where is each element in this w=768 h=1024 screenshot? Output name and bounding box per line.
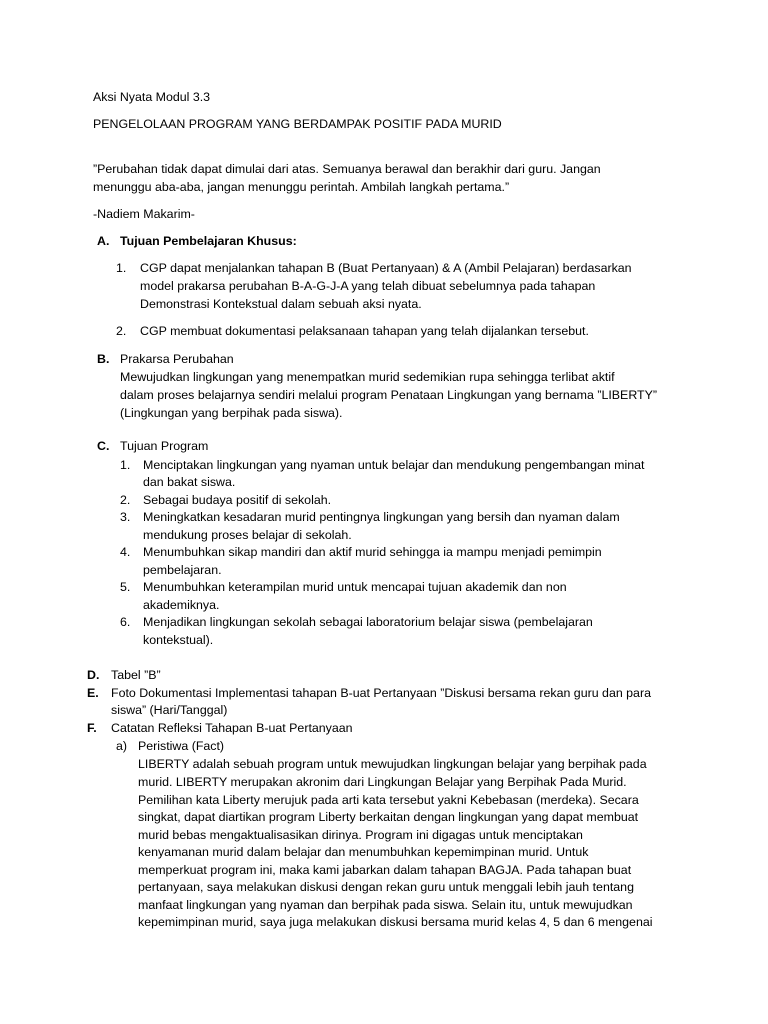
list-item-line: kontekstual). xyxy=(143,633,214,647)
section-e-line: Foto Dokumentasi Implementasi tahapan B-uat Pertanyaan ”Diskusi bersama rekan guru dan para xyxy=(111,686,651,700)
list-item-line: CGP membuat dokumentasi pelaksanaan tahapan yang telah dijalankan tersebut. xyxy=(140,324,589,338)
paragraph-line: singkat, dapat diartikan program Liberty berkaitan dengan lingkungan yang dapat membuat xyxy=(138,810,639,824)
section-b-heading: Prakarsa Perubahan xyxy=(120,352,234,366)
quote-line: menunggu aba-aba, jangan menunggu perintah. Ambilah langkah pertama.” xyxy=(93,180,510,194)
paragraph-line: pertanyaan, saya melakukan diskusi dengan rekan guru untuk menggali lebih jauh tentang xyxy=(138,880,634,894)
list-item-line: akademiknya. xyxy=(143,598,220,612)
section-b-line: dalam proses belajarnya sendiri melalui program Penataan Lingkungan yang bernama ”LIBERTY” xyxy=(120,388,658,402)
section-e-line: siswa” (Hari/Tanggal) xyxy=(111,703,228,717)
section-c-heading: Tujuan Program xyxy=(120,439,209,453)
paragraph-line: LIBERTY adalah sebuah program untuk mewujudkan lingkungan belajar yang berpihak pada xyxy=(138,757,647,771)
section-f-sub-marker: a) xyxy=(116,739,128,753)
section-f-heading: Catatan Refleksi Tahapan B-uat Pertanyaan xyxy=(111,721,353,735)
list-item-line: pembelajaran. xyxy=(143,563,222,577)
paragraph-line: murid bebas mengaktualisasikan dirinya. Program ini digagas untuk menciptakan xyxy=(138,828,583,842)
paragraph-line: manfaat lingkungan yang nyaman dan berpihak pada siswa. Selain itu, untuk mewujudkan xyxy=(138,898,633,912)
list-number: 1. xyxy=(116,261,127,275)
list-item-line: Menciptakan lingkungan yang nyaman untuk belajar dan mendukung pengembangan minat xyxy=(143,458,645,472)
list-item-line: Demonstrasi Kontekstual dalam sebuah aksi nyata. xyxy=(140,297,422,311)
document-subtitle: PENGELOLAAN PROGRAM YANG BERDAMPAK POSITIF PADA MURID xyxy=(93,117,502,131)
list-number: 3. xyxy=(120,510,131,524)
section-f-marker: F. xyxy=(87,721,97,735)
list-number: 5. xyxy=(120,580,131,594)
document-title: Aksi Nyata Modul 3.3 xyxy=(93,90,211,104)
list-item-line: Menumbuhkan keterampilan murid untuk mencapai tujuan akademik dan non xyxy=(143,580,567,594)
list-item-line: Menumbuhkan sikap mandiri dan aktif murid sehingga ia mampu menjadi pemimpin xyxy=(143,545,602,559)
section-a-heading: Tujuan Pembelajaran Khusus: xyxy=(120,234,297,248)
list-number: 6. xyxy=(120,615,131,629)
paragraph-line: murid. LIBERTY merupakan akronim dari Lingkungan Belajar yang Berpihak Pada Murid. xyxy=(138,775,627,789)
section-b-marker: B. xyxy=(97,352,110,366)
section-b-line: (Lingkungan yang berpihak pada siswa). xyxy=(120,406,343,420)
paragraph-line: kepemimpinan murid, saya juga melakukan diskusi bersama murid kelas 4, 5 dan 6 mengenai xyxy=(138,915,653,929)
list-item-line: Sebagai budaya positif di sekolah. xyxy=(143,493,332,507)
paragraph-line: kenyamanan murid dalam belajar dan menumbuhkan kepemimpinan murid. Untuk xyxy=(138,845,589,859)
section-b-line: Mewujudkan lingkungan yang menempatkan murid sedemikian rupa sehingga terlibat aktif xyxy=(120,370,615,384)
list-item-line: CGP dapat menjalankan tahapan B (Buat Pertanyaan) & A (Ambil Pelajaran) berdasarkan xyxy=(140,261,632,275)
section-f-sub-heading: Peristiwa (Fact) xyxy=(138,739,225,753)
paragraph-line: memperkuat program ini, maka kami jabarkan dalam tahapan BAGJA. Pada tahapan buat xyxy=(138,863,632,877)
list-item-line: dan bakat siswa. xyxy=(143,475,236,489)
quote-author: -Nadiem Makarim- xyxy=(93,207,195,221)
list-item-line: mendukung proses belajar di sekolah. xyxy=(143,528,352,542)
list-number: 1. xyxy=(120,458,131,472)
section-e-marker: E. xyxy=(87,686,99,700)
section-d-heading: Tabel ”B” xyxy=(111,668,161,682)
list-item-line: Meningkatkan kesadaran murid pentingnya lingkungan yang bersih dan nyaman dalam xyxy=(143,510,620,524)
section-c-marker: C. xyxy=(97,439,110,453)
paragraph-line: Pemilihan kata Liberty merujuk pada arti kata tersebut yakni Kebebasan (merdeka). Secara xyxy=(138,793,639,807)
quote-line: ”Perubahan tidak dapat dimulai dari atas. Semuanya berawal dan berakhir dari guru. Jangan xyxy=(93,162,601,176)
list-number: 2. xyxy=(120,493,131,507)
list-item-line: model prakarsa perubahan B-A-G-J-A yang telah dibuat sebelumnya pada tahapan xyxy=(140,279,596,293)
section-a-marker: A. xyxy=(97,234,110,248)
list-number: 4. xyxy=(120,545,131,559)
list-item-line: Menjadikan lingkungan sekolah sebagai laboratorium belajar siswa (pembelajaran xyxy=(143,615,593,629)
list-number: 2. xyxy=(116,324,127,338)
section-d-marker: D. xyxy=(87,668,100,682)
